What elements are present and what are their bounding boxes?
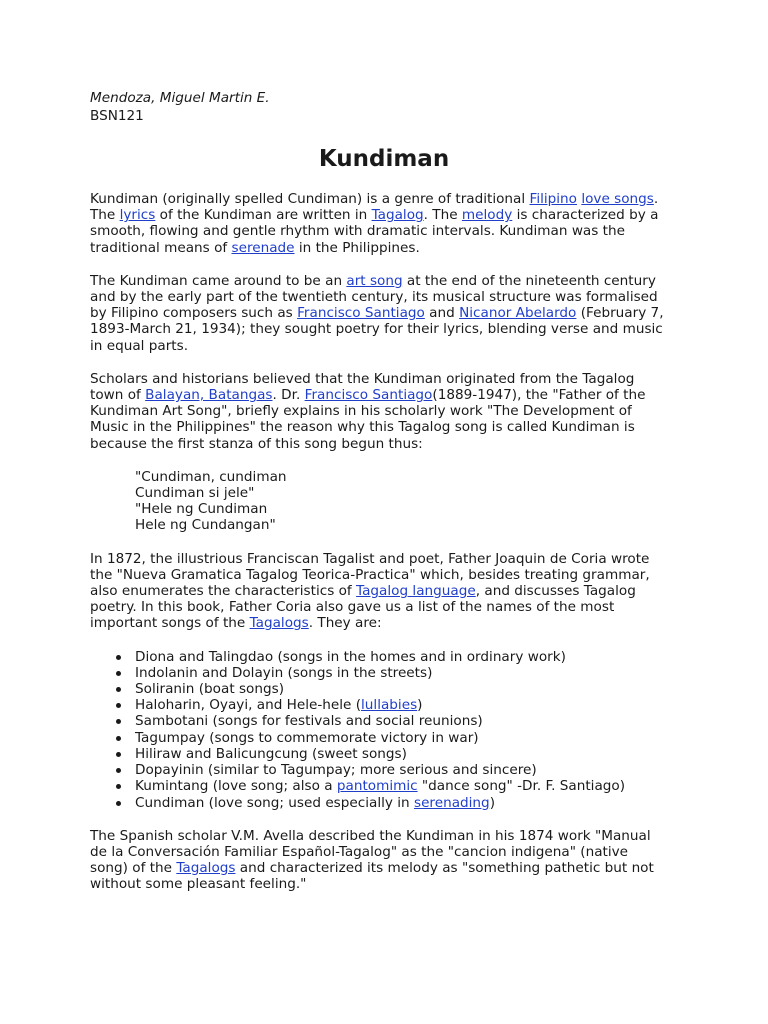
paragraph-intro xyxy=(90,191,690,256)
list-item xyxy=(135,762,690,778)
link-pantomimic[interactable]: pantomimic xyxy=(336,778,418,795)
verse-line: Cundiman si jele" xyxy=(135,485,255,502)
text-span: , and discusses Tagalog xyxy=(475,583,636,600)
link-melody[interactable]: melody xyxy=(461,207,513,224)
link-tagalogs[interactable]: Tagalogs xyxy=(176,860,236,877)
text-span: Music in the Philippines" the reason why this Tagalog song is called Kundiman is xyxy=(90,419,635,436)
paragraph-art-song xyxy=(90,273,690,354)
link-nicanor-abelardo[interactable]: Nicanor Abelardo xyxy=(459,305,577,322)
link-tagalogs[interactable]: Tagalogs xyxy=(249,615,309,632)
text-span: Diona and Talingdao (songs in the homes and in ordinary work) xyxy=(135,648,566,665)
text-span: "dance song" -Dr. F. Santiago) xyxy=(417,778,626,795)
text-span: and by the early part of the twentieth century, its musical structure was formalised xyxy=(90,289,658,306)
text-span: also enumerates the characteristics of xyxy=(90,583,357,600)
link-serenading[interactable]: serenading xyxy=(413,794,490,811)
text-span: in the Philippines. xyxy=(294,239,420,256)
text-span: by Filipino composers such as xyxy=(90,305,298,322)
course-code: BSN121 xyxy=(90,108,144,124)
text-span: is characterized by a xyxy=(512,207,659,224)
text-span: poetry. In this book, Father Coria also gave us a list of the names of the most xyxy=(90,599,615,616)
text-span: town of xyxy=(90,387,146,404)
link-tagalog-language[interactable]: Tagalog language xyxy=(356,583,476,600)
text-span: at the end of the nineteenth century xyxy=(402,272,656,289)
paragraph-avella xyxy=(90,828,690,893)
verse-line: Hele ng Cundangan" xyxy=(135,517,276,534)
verse-line: "Cundiman, cundiman xyxy=(135,468,287,485)
text-span: Kumintang (love song; also a xyxy=(135,778,337,795)
verse-quote xyxy=(135,469,690,534)
list-item xyxy=(135,730,690,746)
link-filipino[interactable]: Filipino xyxy=(529,191,577,207)
text-span: . They are: xyxy=(308,615,382,632)
paragraph-coria xyxy=(90,551,690,632)
song-list xyxy=(90,649,690,811)
link-lullabies[interactable]: lullabies xyxy=(361,697,418,714)
link-francisco-santiago[interactable]: Francisco Santiago xyxy=(304,387,433,404)
list-item xyxy=(135,649,690,665)
list-item xyxy=(135,778,690,794)
text-span: (February 7, xyxy=(576,305,664,322)
text-span: The xyxy=(90,207,120,224)
text-span: ) xyxy=(417,697,423,714)
link-francisco-santiago[interactable]: Francisco Santiago xyxy=(297,305,425,322)
text-span: Scholars and historians believed that the Kundiman originated from the Tagalog xyxy=(90,370,635,387)
text-span: . Dr. xyxy=(272,387,305,404)
text-span: . The xyxy=(423,207,462,224)
text-span: Indolanin and Dolayin (songs in the streets) xyxy=(135,664,433,681)
text-span: of the Kundiman are written in xyxy=(155,207,372,224)
text-span: the "Nueva Gramatica Tagalog Teorica-Practica" which, besides treating grammar, xyxy=(90,566,650,583)
link-serenade[interactable]: serenade xyxy=(231,239,295,256)
article-body xyxy=(90,191,690,910)
link-love-songs[interactable]: love songs xyxy=(581,191,654,207)
text-span: smooth, flowing and gentle rhythm with dramatic intervals. Kundiman was the xyxy=(90,223,625,240)
text-span: traditional means of xyxy=(90,239,232,256)
text-span: ) xyxy=(489,794,495,811)
link-balayan-batangas[interactable]: Balayan, Batangas xyxy=(145,387,273,404)
page-title: Kundiman xyxy=(318,146,450,172)
text-span: in equal parts. xyxy=(90,337,189,354)
link-art-song[interactable]: art song xyxy=(346,272,403,289)
text-span: Cundiman (love song; used especially in xyxy=(135,794,414,811)
list-item xyxy=(135,795,690,811)
text-span: (1889-1947), the "Father of the xyxy=(432,387,646,404)
text-span: 1893-March 21, 1934); they sought poetry for their lyrics, blending verse and music xyxy=(90,321,663,338)
text-span: Dopayinin (similar to Tagumpay; more serious and sincere) xyxy=(135,762,537,779)
text-span: and xyxy=(424,305,460,322)
author-name: Mendoza, Miguel Martin E. xyxy=(90,90,270,106)
verse-line: "Hele ng Cundiman xyxy=(135,501,268,518)
text-span: de la Conversación Familiar Español-Tagalog" as the "cancion indigena" (native xyxy=(90,843,629,860)
text-span: Sambotani (songs for festivals and social reunions) xyxy=(135,713,483,730)
paragraph-origin xyxy=(90,371,690,452)
text-span: Tagumpay (songs to commemorate victory in war) xyxy=(135,729,479,746)
text-span: and characterized its melody as "something pathetic but not xyxy=(235,860,654,877)
text-span: Hiliraw and Balicungcung (sweet songs) xyxy=(135,745,407,762)
text-span: Haloharin, Oyayi, and Hele-hele ( xyxy=(135,697,362,714)
text-span: without some pleasant feeling." xyxy=(90,876,307,893)
text-span: Kundiman (originally spelled Cundiman) is a genre of traditional xyxy=(90,191,530,207)
text-span: because the first stanza of this song begun thus: xyxy=(90,435,423,452)
text-span: song) of the xyxy=(90,860,177,877)
text-span: Soliranin (boat songs) xyxy=(135,681,285,698)
text-span: important songs of the xyxy=(90,615,250,632)
link-tagalog[interactable]: Tagalog xyxy=(371,207,424,224)
link-lyrics[interactable]: lyrics xyxy=(119,207,156,224)
list-item xyxy=(135,713,690,729)
text-span: Kundiman Art Song", briefly explains in his scholarly work "The Development of xyxy=(90,403,632,420)
list-item xyxy=(135,665,690,681)
list-item xyxy=(135,697,690,713)
text-span: The Kundiman came around to be an xyxy=(90,272,347,289)
list-item xyxy=(135,681,690,697)
text-span: In 1872, the illustrious Franciscan Tagalist and poet, Father Joaquin de Coria wrote xyxy=(90,550,650,567)
text-span: . xyxy=(653,191,659,207)
text-span: The Spanish scholar V.M. Avella described the Kundiman in his 1874 work "Manual xyxy=(90,827,651,844)
list-item xyxy=(135,746,690,762)
